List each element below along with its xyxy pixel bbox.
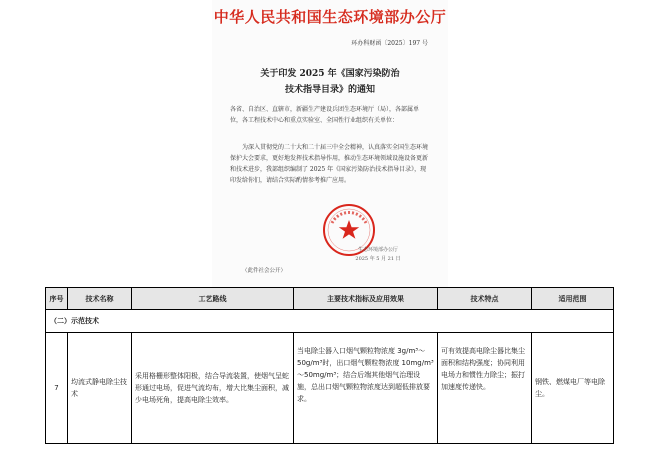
seal-date: 2025 年 5 月 21 日 — [355, 256, 401, 262]
row-number: 7 — [46, 333, 68, 444]
document-number: 环办科财函〔2025〕197 号 — [351, 40, 428, 47]
row-features: 可有效提高电除尘器比集尘面积和结构强度；协同利用电场力和惯性力除尘；振打加速度传递快。 — [438, 333, 532, 444]
section-row — [46, 310, 614, 333]
notice-title-line1: 关于印发 2025 年《国家污染防治 — [260, 69, 400, 79]
body-paragraph: 为深入贯彻党的二十大和二十届三中全会精神，认真落实全国生态环境保护大会要求，更好地发挥技术指导作用，推动生态环境领域设施设备更新和技术进步，我部组织编制了 2025 年《国家污染防治技术指导目录》，现印发给你们，请结合实际酌情参考推广应用。 — [230, 144, 429, 184]
issuer-header: 中华人民共和国生态环境部办公厅 — [213, 8, 447, 26]
technology-catalog-table — [45, 287, 614, 444]
header-cell-process: 工艺路线 — [132, 288, 294, 310]
header-cell-number: 序号 — [46, 288, 68, 310]
header-cell-scope: 适用范围 — [532, 288, 614, 310]
header-cell-features: 技术特点 — [438, 288, 532, 310]
section-label: （二）示范技术 — [46, 310, 614, 333]
row-tech-name: 均流式静电除尘技术 — [68, 333, 132, 444]
table-row — [46, 333, 614, 444]
header-cell-effect: 主要技术指标及应用效果 — [294, 288, 438, 310]
notice-document-image — [212, 0, 448, 287]
recipients: 各省、自治区、直辖市，新疆生产建设兵团生态环境厅（局），各部属单位，各工程技术中心和重点实验室、全国性行业组织有关单位： — [230, 106, 420, 124]
notice-title-line2: 技术指导目录》的通知 — [284, 85, 375, 95]
table-header-row — [46, 288, 614, 310]
row-scope: 钢铁、燃煤电厂等电除尘。 — [532, 333, 614, 444]
row-effect: 当电除尘器入口烟气颗粒物浓度 3g/m³～50g/m³时，出口烟气颗粒物浓度 10mg/m³～50mg/m³；结合后端其他烟气治理设施，总出口烟气颗粒物浓度达到超低排放要求。 — [294, 333, 438, 444]
notice-title — [212, 66, 448, 98]
row-process: 采用格栅形整体阳极，结合导流装置，使烟气呈蛇形通过电场，促进气流均布，增大比集尘面积，减少电场死角，提高电除尘效率。 — [132, 333, 294, 444]
header-cell-name: 技术名称 — [68, 288, 132, 310]
public-note: （此件社会公开） — [242, 268, 287, 274]
seal-organization: 生态环境部办公厅 — [357, 247, 398, 253]
